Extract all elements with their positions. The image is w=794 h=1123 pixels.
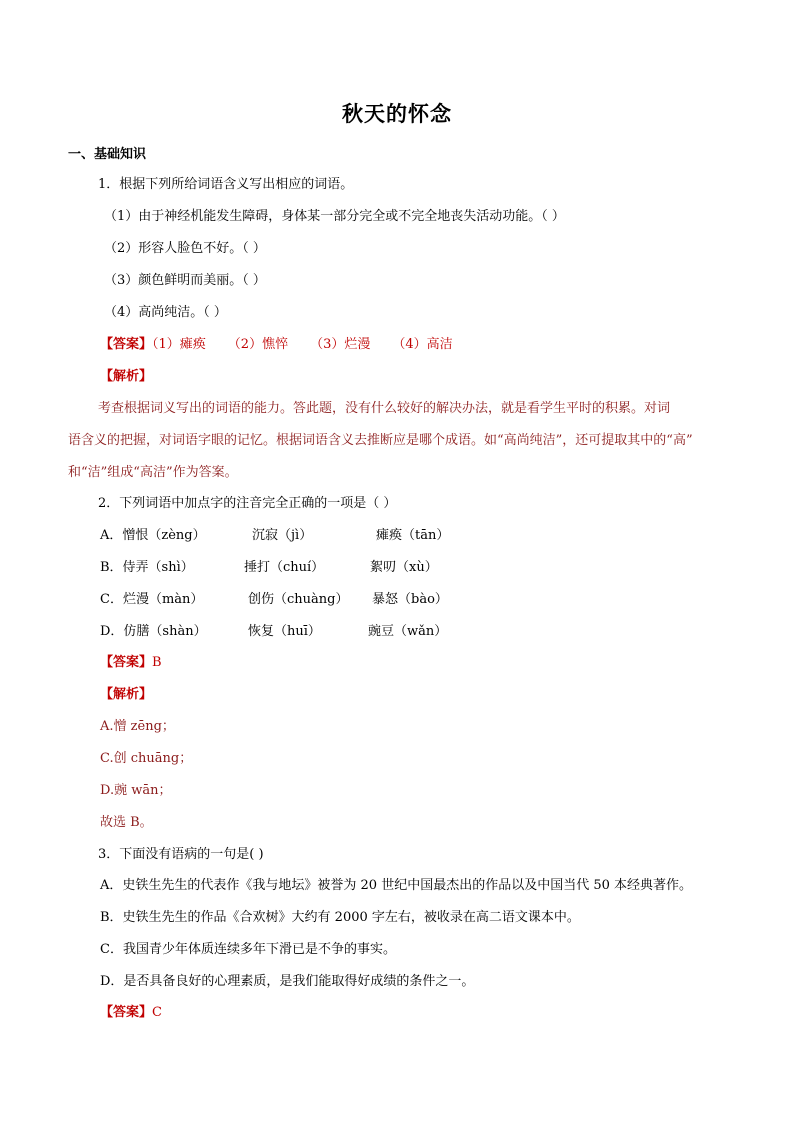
option-text: B．侍弄（shì） — [100, 560, 194, 575]
option-text: 创伤（chuàng） — [248, 592, 349, 607]
question-3-stem: 3．下面没有语病的一句是( ) — [98, 847, 264, 862]
question-1-item: （2）形容人脸色不好。（ ） — [104, 241, 266, 256]
question-1-item: （4）高尚纯洁。（ ） — [104, 305, 227, 320]
page-title: 秋天的怀念 — [342, 102, 452, 126]
analysis-text: 故选 B。 — [100, 815, 153, 830]
answer-value: （2）憔悴 — [227, 337, 289, 352]
analysis-text: A.憎 zēng； — [100, 719, 175, 734]
option-text: 絮叨（xù） — [370, 560, 438, 575]
question-3-answer — [100, 1003, 162, 1023]
question-3-option: B．史铁生先生的作品《合欢树》大约有 2000 字左右，被收录在高二语文课本中。 — [100, 910, 580, 925]
question-1-answer — [100, 335, 453, 355]
section-heading: 一、基础知识 — [68, 147, 147, 162]
analysis-text: 语含义的把握，对词语字眼的记忆。根据词语含义去推断应是哪个成语。如“高尚纯洁”，还可提取其中的“高” — [68, 433, 693, 448]
question-3-option: D．是否具备良好的心理素质，是我们能取得好成绩的条件之一。 — [100, 974, 475, 989]
option-text: C．烂漫（màn） — [100, 592, 204, 607]
question-2-answer — [100, 653, 162, 673]
question-1-stem: 1．根据下列所给词语含义写出相应的词语。 — [98, 177, 354, 192]
analysis-text: 考查根据词义写出的词语的能力。答此题，没有什么较好的解决办法，就是看学生平时的积累。对词 — [98, 401, 671, 416]
answer-value: （3）烂漫 — [310, 337, 371, 352]
answer-label: 【答案】 — [100, 655, 153, 670]
question-3-option: A．史铁生先生的代表作《我与地坛》被誉为 20 世纪中国最杰出的作品以及中国当代 50 本经典著作。 — [100, 878, 693, 893]
analysis-label: 【解析】 — [100, 369, 153, 384]
answer-value: （4）高洁 — [392, 337, 453, 352]
analysis-text: D.豌 wān； — [100, 783, 172, 798]
option-text: 暴怒（bào） — [372, 592, 448, 607]
option-text: 捶打（chuí） — [244, 560, 325, 575]
option-text: A．憎恨（zèng） — [100, 528, 206, 543]
option-text: 豌豆（wǎn） — [368, 624, 448, 639]
analysis-label: 【解析】 — [100, 687, 153, 702]
answer-value: C — [152, 1005, 162, 1020]
question-3-option: C．我国青少年体质连续多年下滑已是不争的事实。 — [100, 942, 396, 957]
option-text: 沉寂（jì） — [252, 528, 313, 543]
option-text: 瘫痪（tān） — [376, 528, 450, 543]
question-2-stem: 2．下列词语中加点字的注音完全正确的一项是（ ） — [98, 496, 397, 511]
answer-label: 【答案】 — [100, 1005, 153, 1020]
answer-value: （1）瘫痪 — [152, 337, 206, 352]
answer-label: 【答案】 — [100, 337, 153, 352]
question-1-item: （1）由于神经机能发生障碍，身体某一部分完全或不完全地丧失活动功能。（ ） — [104, 209, 565, 224]
option-text: D．仿膳（shàn） — [100, 624, 207, 639]
analysis-text: C.创 chuāng； — [100, 751, 193, 766]
answer-value: B — [152, 655, 162, 670]
analysis-text: 和“洁”组成“高洁”作为答案。 — [68, 465, 238, 480]
option-text: 恢复（huī） — [248, 624, 321, 639]
question-1-item: （3）颜色鲜明而美丽。（ ） — [104, 273, 266, 288]
